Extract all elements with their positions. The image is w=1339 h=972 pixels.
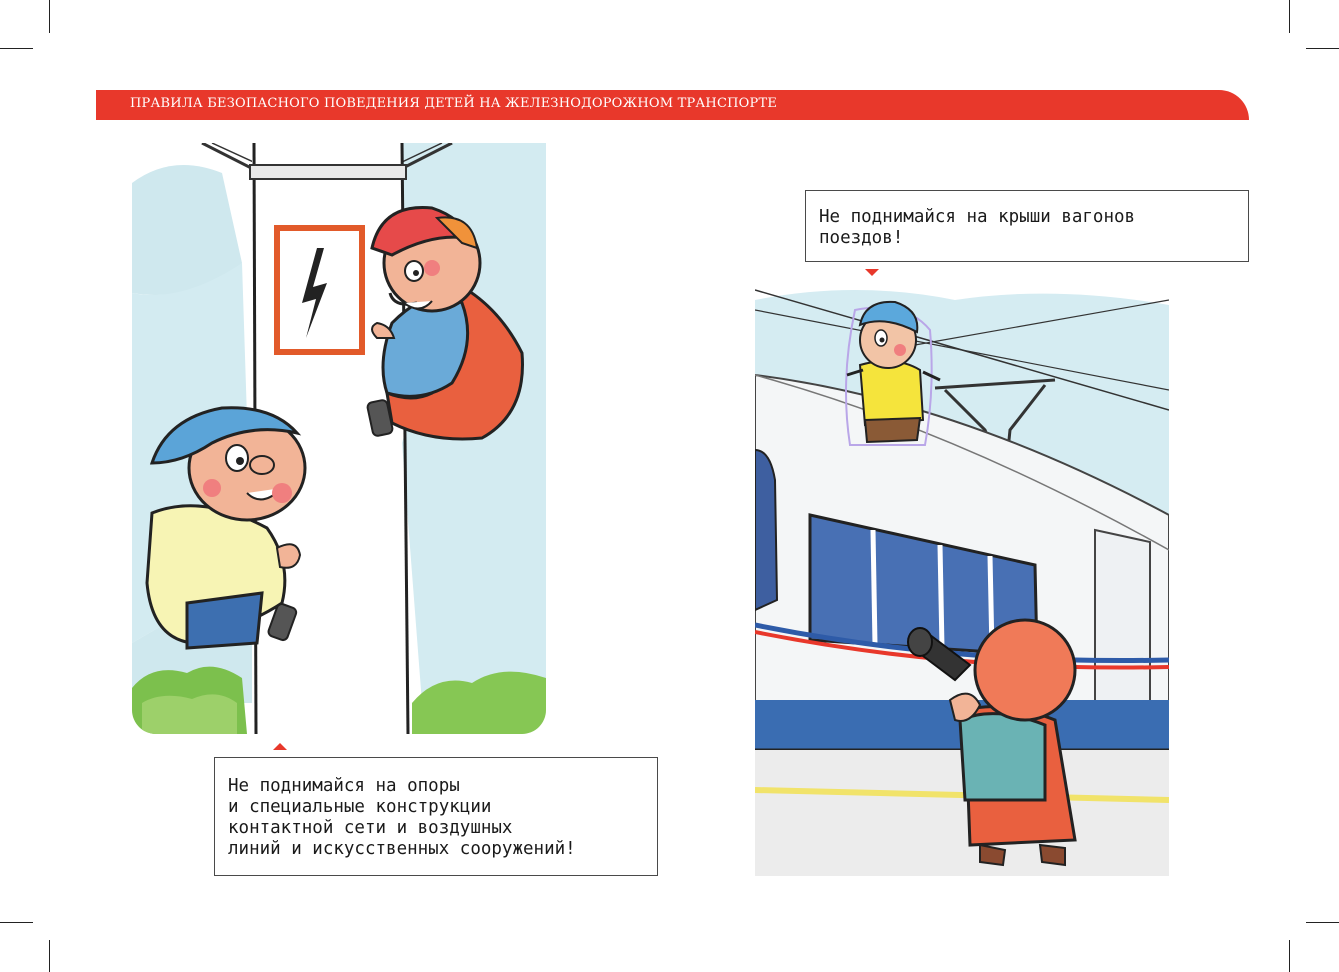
caption-line: поездов! xyxy=(819,228,904,248)
crop-mark xyxy=(49,0,50,33)
caption-pointer-left xyxy=(273,743,287,750)
crop-mark xyxy=(0,922,33,923)
caption-line: контактной сети и воздушных xyxy=(228,818,513,838)
caption-pole-warning xyxy=(214,757,658,876)
caption-line: и специальные конструкции xyxy=(228,797,492,817)
caption-line: Не поднимайся на крыши вагонов xyxy=(819,207,1136,227)
crop-mark xyxy=(49,940,50,972)
crop-mark xyxy=(0,48,33,49)
header-bar xyxy=(96,90,1249,120)
caption-train-roof-warning xyxy=(805,190,1249,262)
caption-line: линий и искусственных сооружений! xyxy=(228,839,576,859)
illustration-train xyxy=(755,280,1169,876)
caption-line: Не поднимайся на опоры xyxy=(228,776,460,796)
crop-mark xyxy=(1306,48,1339,49)
crop-mark xyxy=(1306,922,1339,923)
caption-pointer-right xyxy=(865,269,879,276)
crop-mark xyxy=(1289,940,1290,972)
page-title: ПРАВИЛА БЕЗОПАСНОГО ПОВЕДЕНИЯ ДЕТЕЙ НА ЖЕЛЕЗНОДОРОЖНОМ ТРАНСПОРТЕ xyxy=(130,96,778,111)
illustration-pole xyxy=(132,143,546,734)
crop-mark xyxy=(1289,0,1290,33)
